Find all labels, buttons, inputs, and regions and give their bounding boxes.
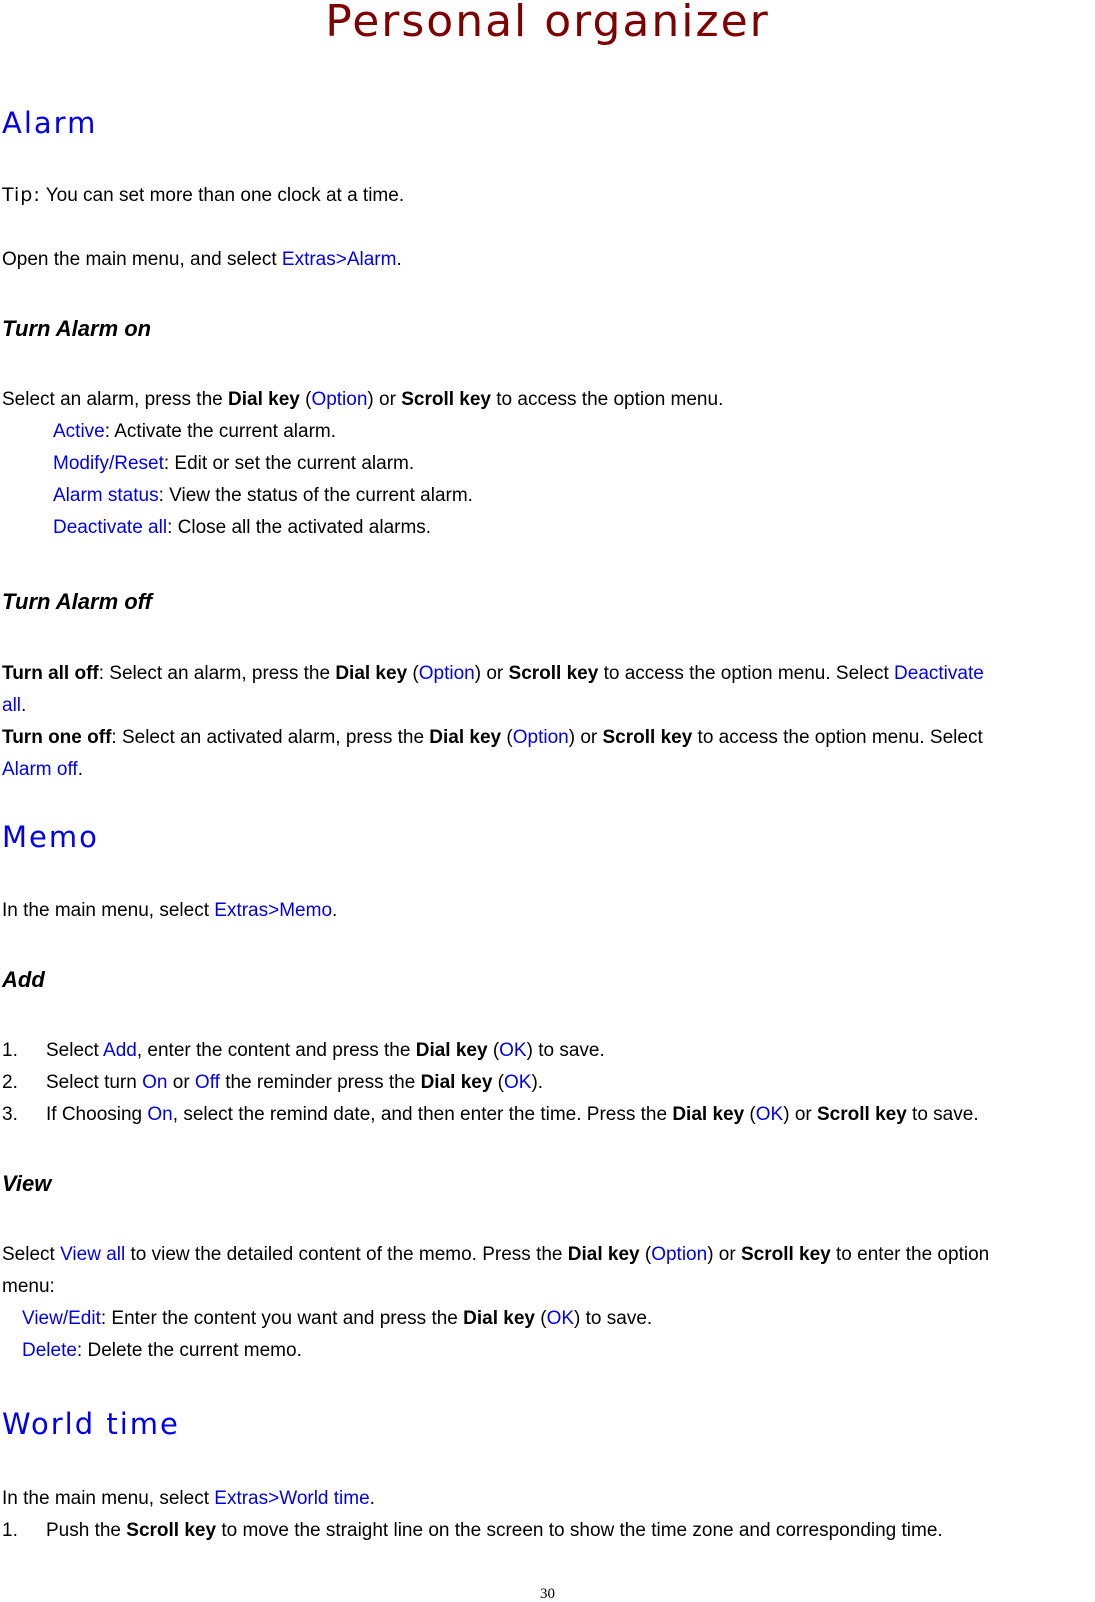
text: to access the option menu.: [490, 389, 724, 410]
text: ) or: [367, 389, 402, 410]
turn-all-off-line1: [2, 664, 984, 683]
list-item: [46, 1073, 543, 1092]
text: Select: [2, 1244, 61, 1265]
list-item: [46, 1041, 605, 1060]
add-heading: Add: [2, 967, 45, 992]
option-item: [53, 422, 336, 441]
tip-text: You can set more than one clock at a time.: [40, 185, 405, 206]
option-term: Option: [418, 663, 475, 684]
page-title: Personal organizer: [325, 0, 770, 47]
text: Push the: [46, 1520, 127, 1541]
option-term: On: [142, 1072, 168, 1093]
option-term: Option: [651, 1244, 708, 1265]
option-item: [22, 1341, 302, 1360]
text: .: [369, 1488, 375, 1509]
option-term: Modify/Reset: [53, 453, 164, 474]
text: to access the option menu. Select: [692, 727, 983, 748]
scroll-key: Scroll key: [740, 1244, 831, 1265]
option-term: Deactivate all: [53, 517, 168, 538]
step-number: 2.: [2, 1072, 18, 1093]
alarm-heading: Alarm: [2, 106, 98, 140]
text: (: [501, 727, 513, 748]
text: : Select an activated alarm, press the: [111, 727, 430, 748]
text: ).: [531, 1072, 544, 1093]
turn-alarm-on-heading: Turn Alarm on: [2, 316, 152, 341]
text: Select turn: [46, 1072, 143, 1093]
dial-key: Dial key: [420, 1072, 493, 1093]
menu-path-link: Extras>Memo: [214, 900, 333, 921]
turn-alarm-off-heading: Turn Alarm off: [2, 589, 152, 614]
text: (: [534, 1308, 547, 1329]
dial-key: Dial key: [228, 389, 300, 410]
text: : Delete the current memo.: [76, 1340, 302, 1361]
dial-key: Dial key: [335, 663, 408, 684]
text: ) to save.: [526, 1040, 605, 1061]
memo-intro: [2, 901, 337, 920]
step-number: 1.: [2, 1040, 18, 1061]
text: Select an alarm, press the: [2, 389, 228, 410]
text: (: [492, 1072, 505, 1093]
option-item: [53, 454, 414, 473]
text: to move the straight line on the screen to show the time zone and corresponding time.: [216, 1520, 943, 1541]
page-number: 30: [540, 1586, 555, 1602]
text: (: [299, 389, 312, 410]
text: to access the option menu. Select: [598, 663, 895, 684]
text: : Enter the content you want and press the: [100, 1308, 464, 1329]
option-item: [53, 518, 431, 537]
scroll-key: Scroll key: [602, 727, 693, 748]
text: ) to save.: [574, 1308, 653, 1329]
text: the reminder press the: [219, 1072, 421, 1093]
text: : Select an alarm, press the: [98, 663, 336, 684]
scroll-key: Scroll key: [508, 663, 599, 684]
option-term: Delete: [22, 1340, 77, 1361]
step-number: 1.: [2, 1520, 18, 1541]
text: .: [396, 249, 402, 270]
list-item: [46, 1521, 943, 1540]
text: (: [407, 663, 419, 684]
text: .: [77, 759, 83, 780]
option-term: On: [147, 1104, 173, 1125]
option-term: OK: [504, 1072, 532, 1093]
text: In the main menu, select: [2, 1488, 215, 1509]
option-term: all: [2, 695, 22, 716]
option-item: [22, 1309, 652, 1328]
text: Open the main menu, and select: [2, 249, 282, 270]
option-term: OK: [499, 1040, 527, 1061]
text: ) or: [783, 1104, 817, 1125]
option-item: [53, 486, 473, 505]
scroll-key: Scroll key: [126, 1520, 217, 1541]
world-time-heading: World time: [2, 1407, 180, 1441]
text: ) or: [568, 727, 603, 748]
text: to enter the option: [830, 1244, 990, 1265]
text: (: [744, 1104, 756, 1125]
tip-label: Tip:: [2, 184, 41, 206]
turn-on-intro: [2, 390, 723, 409]
option-term: Off: [194, 1072, 220, 1093]
text: If Choosing: [46, 1104, 148, 1125]
world-time-intro: [2, 1489, 375, 1508]
scroll-key: Scroll key: [401, 389, 491, 410]
memo-heading: Memo: [2, 820, 99, 854]
option-term: Option: [311, 389, 368, 410]
option-term: View/Edit: [22, 1308, 101, 1329]
dial-key: Dial key: [463, 1308, 535, 1329]
text: , enter the content and press the: [136, 1040, 416, 1061]
text: to save.: [906, 1104, 979, 1125]
text: Select: [46, 1040, 104, 1061]
option-term: OK: [546, 1308, 575, 1329]
text: (: [487, 1040, 500, 1061]
view-heading: View: [2, 1171, 52, 1196]
alarm-tip: [2, 186, 404, 205]
dial-key: Dial key: [429, 727, 502, 748]
text: ) or: [707, 1244, 741, 1265]
text: or: [167, 1072, 195, 1093]
text: .: [21, 695, 27, 716]
text: (: [639, 1244, 652, 1265]
view-intro-line2: menu:: [2, 1276, 55, 1297]
option-desc: : Close all the activated alarms.: [167, 517, 432, 538]
view-intro-line1: [2, 1245, 989, 1264]
turn-one-off-line1: [2, 728, 983, 747]
turn-one-off-line2: [2, 760, 83, 779]
option-desc: : Activate the current alarm.: [104, 421, 337, 442]
text: , select the remind date, and then enter the time. Press the: [172, 1104, 673, 1125]
option-desc: : Edit or set the current alarm.: [163, 453, 415, 474]
menu-path-link: Extras>World time: [214, 1488, 370, 1509]
option-term: Add: [103, 1040, 137, 1061]
option-term: Deactivate: [894, 663, 984, 684]
option-term: OK: [755, 1104, 784, 1125]
step-number: 3.: [2, 1104, 18, 1125]
text: In the main menu, select: [2, 900, 215, 921]
alarm-open-instruction: [2, 250, 402, 269]
option-term: Alarm status: [53, 485, 159, 506]
dial-key: Dial key: [415, 1040, 488, 1061]
label: Turn all off: [2, 663, 99, 684]
text: ) or: [474, 663, 509, 684]
list-item: [46, 1105, 979, 1124]
option-term: Active: [53, 421, 105, 442]
text: .: [332, 900, 338, 921]
option-term: View all: [60, 1244, 126, 1265]
label: Turn one off: [2, 727, 112, 748]
dial-key: Dial key: [567, 1244, 640, 1265]
option-desc: : View the status of the current alarm.: [158, 485, 473, 506]
option-term: Alarm off: [2, 759, 78, 780]
scroll-key: Scroll key: [817, 1104, 907, 1125]
dial-key: Dial key: [672, 1104, 745, 1125]
turn-all-off-line2: [2, 696, 26, 715]
menu-path-link: Extras>Alarm: [281, 249, 397, 270]
text: to view the detailed content of the memo. Press the: [125, 1244, 568, 1265]
option-term: Option: [512, 727, 569, 748]
